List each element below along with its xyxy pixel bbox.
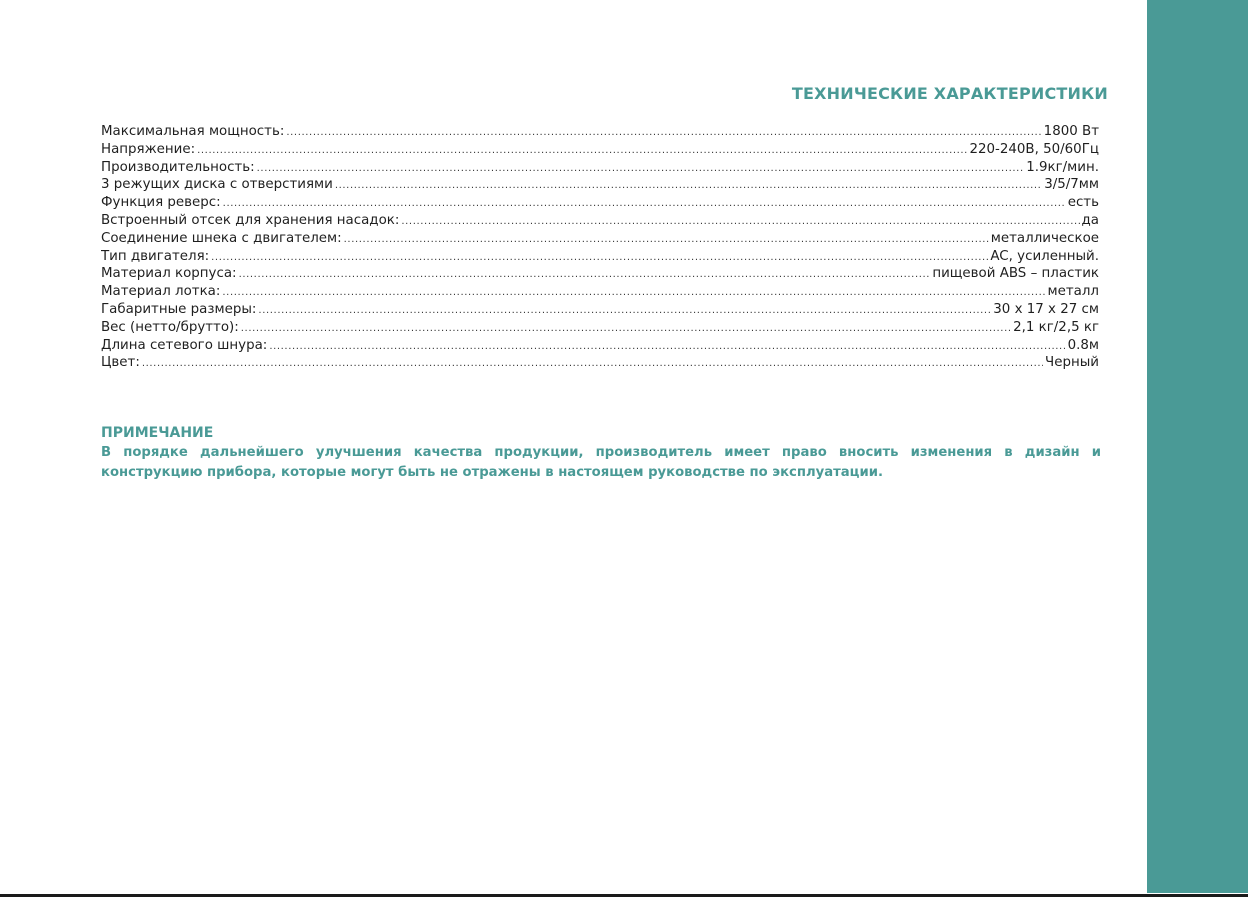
dot-leader — [344, 231, 989, 248]
note-section — [101, 424, 1101, 483]
spec-value: 3/5/7мм — [1044, 177, 1099, 193]
spec-row — [101, 283, 1099, 301]
dot-leader — [223, 195, 1066, 212]
spec-value: 1.9кг/мин. — [1026, 159, 1099, 175]
spec-row — [101, 159, 1099, 177]
spec-value: AC, усиленный. — [990, 248, 1099, 264]
spec-value: металлическое — [990, 230, 1099, 246]
dot-leader — [258, 302, 991, 319]
spec-row — [101, 337, 1099, 355]
spec-value: есть — [1067, 195, 1099, 211]
note-text: В порядке дальнейшего улучшения качества продукции, производитель имеет право вносить изменения в дизайн и конструкцию прибора, которые могут быть не отражены в настоящем руководстве по эксплуатации. — [101, 445, 1101, 480]
spec-row — [101, 141, 1099, 159]
spec-value: 30 х 17 х 27 см — [993, 301, 1099, 317]
spec-label: Материал лотка: — [101, 284, 221, 300]
dot-leader — [142, 355, 1043, 372]
dot-leader — [222, 284, 1045, 301]
spec-label: Напряжение: — [101, 141, 196, 157]
spec-label: Габаритные размеры: — [101, 301, 257, 317]
spec-row — [101, 354, 1099, 372]
spec-value: 2,1 кг/2,5 кг — [1013, 319, 1099, 335]
spec-row — [101, 319, 1099, 337]
spec-label: Максимальная мощность: — [101, 124, 285, 139]
spec-value: 0.8м — [1067, 337, 1099, 353]
dot-leader — [211, 249, 988, 266]
spec-value: металл — [1047, 284, 1099, 300]
spec-value: 1800 Вт — [1043, 124, 1099, 139]
dot-leader — [286, 124, 1041, 141]
dot-leader — [335, 177, 1042, 194]
spec-label: Цвет: — [101, 355, 140, 371]
spec-row — [101, 176, 1099, 194]
spec-value: пищевой ABS – пластик — [932, 266, 1099, 282]
spec-value: Черный — [1045, 355, 1099, 371]
spec-label: Функция реверс: — [101, 195, 221, 211]
spec-label: Длина сетевого шнура: — [101, 337, 268, 353]
dot-leader — [257, 160, 1025, 177]
spec-row — [101, 212, 1099, 230]
spec-row — [101, 230, 1099, 248]
dot-leader — [241, 320, 1011, 337]
spec-value: 220-240В, 50/60Гц — [969, 141, 1099, 157]
dot-leader — [401, 213, 1079, 230]
spec-row — [101, 248, 1099, 266]
spec-label: Встроенный отсек для хранения насадок: — [101, 212, 400, 228]
spec-row — [101, 265, 1099, 283]
spec-label: Производительность: — [101, 159, 255, 175]
spec-label: Соединение шнека с двигателем: — [101, 230, 342, 246]
spec-row — [101, 123, 1099, 141]
spec-label: Вес (нетто/брутто): — [101, 319, 239, 335]
dot-leader — [269, 338, 1065, 355]
side-color-band — [1147, 0, 1248, 893]
spec-label: Тип двигателя: — [101, 248, 210, 264]
dot-leader — [239, 266, 931, 283]
note-heading: ПРИМЕЧАНИЕ — [101, 425, 214, 441]
spec-row — [101, 194, 1099, 212]
page-title: ТЕХНИЧЕСКИЕ ХАРАКТЕРИСТИКИ — [791, 84, 1108, 103]
spec-row — [101, 301, 1099, 319]
spec-value: да — [1081, 212, 1099, 228]
spec-list — [101, 123, 1099, 372]
spec-label: 3 режущих диска с отверстиями — [101, 177, 333, 193]
dot-leader — [197, 142, 967, 159]
spec-label: Материал корпуса: — [101, 266, 237, 282]
